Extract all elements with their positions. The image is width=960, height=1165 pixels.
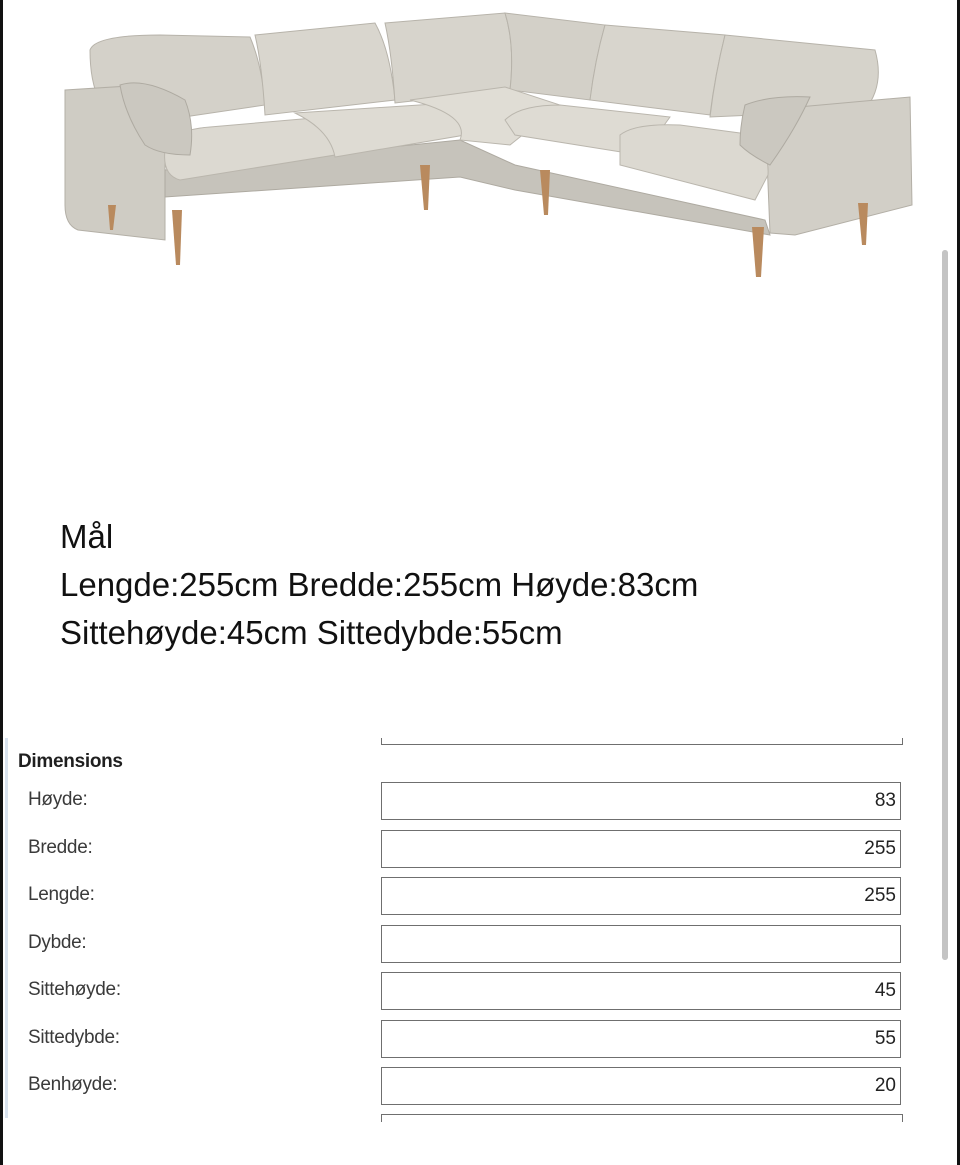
- leg-height-input[interactable]: [381, 1067, 901, 1105]
- previous-field-input[interactable]: [381, 738, 903, 745]
- seat-height-input[interactable]: [381, 972, 901, 1010]
- corner-sofa-image: [50, 5, 930, 285]
- height-label: Høyde:: [28, 789, 88, 810]
- seat-depth-label: Sittedybde:: [28, 1027, 120, 1048]
- left-frame-border: [0, 0, 3, 1165]
- height-input[interactable]: [381, 782, 901, 820]
- seat-depth-input[interactable]: [381, 1020, 901, 1058]
- spec-line-2: Sittehøyde:45cm Sittedybde:55cm: [60, 614, 563, 651]
- depth-label: Dybde:: [28, 932, 87, 953]
- vertical-scrollbar[interactable]: [942, 250, 948, 960]
- spec-heading: Mål: [60, 518, 114, 555]
- next-field-input[interactable]: [381, 1114, 903, 1122]
- depth-input[interactable]: [381, 925, 901, 963]
- leg-height-label: Benhøyde:: [28, 1074, 118, 1095]
- form-accent-bar: [5, 738, 8, 1118]
- scrollbar-thumb[interactable]: [942, 250, 948, 960]
- width-input[interactable]: [381, 830, 901, 868]
- dimensions-description: [60, 513, 698, 657]
- dimensions-section-title: Dimensions: [18, 751, 123, 772]
- length-input[interactable]: [381, 877, 901, 915]
- seat-height-label: Sittehøyde:: [28, 979, 121, 1000]
- spec-line-1: Lengde:255cm Bredde:255cm Høyde:83cm: [60, 566, 699, 603]
- width-label: Bredde:: [28, 837, 93, 858]
- length-label: Lengde:: [28, 884, 95, 905]
